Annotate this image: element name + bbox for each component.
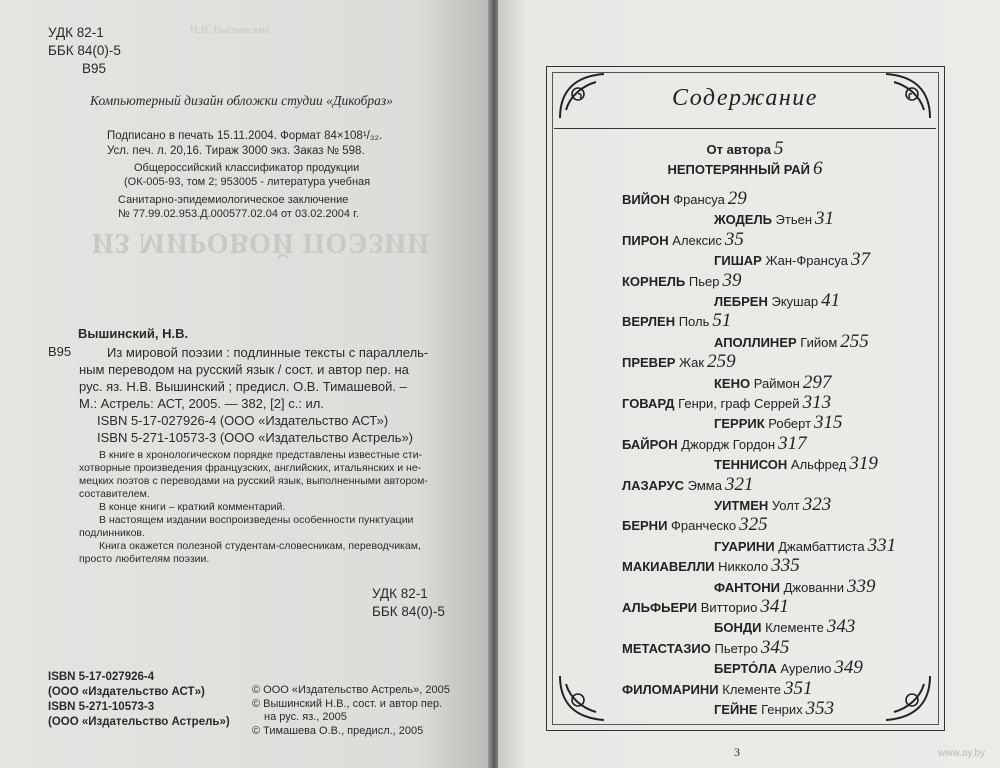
toc-given-name: Роберт: [764, 416, 812, 431]
toc-page-number: 315: [814, 412, 843, 433]
copyright-block: [252, 684, 450, 738]
toc-page-number: 51: [712, 310, 732, 331]
toc-page-number: 343: [826, 616, 856, 637]
toc-page-number: 353: [805, 698, 835, 719]
classifier-line-1: Общероссийский классификатор продукции: [134, 162, 360, 174]
toc-surname: ЛЕБРЕН: [714, 294, 768, 309]
abstract-line: мецких поэтов с переводами на русский язык, выполненными автором-: [79, 475, 428, 487]
toc-given-name: Джордж Гордон: [677, 437, 776, 452]
ghost-title: ИЗ МИРОВОЙ ПОЭЗИИ: [92, 227, 430, 258]
toc-surname: От автора: [706, 142, 771, 157]
left-page: [0, 0, 490, 768]
toc-page-number: 345: [760, 637, 790, 658]
toc-surname: ГЕРРИК: [714, 416, 765, 431]
toc-surname: КЕНО: [714, 376, 751, 391]
toc-page-number: 5: [773, 138, 784, 159]
toc-surname: ФАНТОНИ: [714, 580, 781, 595]
toc-entry: [622, 229, 744, 251]
toc-entry: [622, 637, 789, 659]
toc-entry: [622, 555, 800, 577]
toc-entry: [622, 433, 807, 455]
toc-surname: ГЕЙНЕ: [714, 702, 758, 717]
toc-page-number: 29: [727, 188, 747, 209]
toc-surname: НЕПОТЕРЯННЫЙ РАЙ: [667, 162, 811, 177]
udk-bottom: УДК 82-1: [372, 586, 428, 601]
toc-page-number: 321: [724, 474, 754, 495]
toc-page-number: 319: [849, 453, 878, 474]
bbk-bottom: ББК 84(0)-5: [372, 604, 445, 619]
toc-page-number: 349: [834, 657, 863, 678]
toc-given-name: Альфред: [787, 457, 847, 472]
page-number: 3: [734, 745, 740, 759]
isbn-block-line: (ООО «Издательство АСТ»): [48, 686, 205, 698]
toc-given-name: Генрих: [757, 702, 803, 717]
toc-given-name: Раймон: [750, 376, 800, 391]
toc-given-name: Пьетро: [710, 641, 758, 656]
toc-page-number: 6: [813, 158, 823, 179]
toc-entry: [714, 331, 869, 353]
toc-entry: [622, 310, 731, 332]
toc-surname: АЛЬФЬЕРИ: [622, 600, 698, 615]
toc-given-name: Аурелио: [776, 661, 832, 676]
toc-surname: ВЕРЛЕН: [622, 314, 676, 329]
toc-entry: [714, 616, 855, 638]
toc-entry: [622, 678, 813, 700]
heading-rule: [554, 128, 936, 129]
toc-page-number: 331: [867, 535, 897, 556]
imprint-line-2: Усл. печ. л. 20,16. Тираж 3000 экз. Заказ № 598.: [107, 145, 365, 157]
sanitary-line-2: № 77.99.02.953.Д.000577.02.04 от 03.02.2004 г.: [118, 208, 359, 220]
toc-given-name: Экушар: [767, 294, 819, 309]
author-heading: Вышинский, Н.В.: [78, 326, 189, 341]
toc-given-name: Клементе: [761, 620, 824, 635]
toc-entry: [714, 290, 840, 312]
toc-entry: [714, 453, 878, 475]
abstract-line: В книге в хронологическом порядке представлены известные сти-: [99, 449, 423, 461]
corner-ornament-icon: [556, 672, 608, 724]
toc-entry: [714, 657, 863, 679]
toc-entry: [622, 596, 789, 618]
toc-page-number: 35: [724, 229, 744, 250]
toc-entry: [714, 576, 875, 598]
cover-credit: Компьютерный дизайн обложки студии «Дикобраз»: [90, 93, 393, 108]
toc-page-number: 297: [802, 372, 832, 393]
toc-surname: БЕРТО́ЛА: [714, 661, 777, 676]
isbn-block-line: (ООО «Издательство Астрель»): [48, 716, 230, 728]
toc-page-number: 323: [802, 494, 832, 515]
sanitary-line-1: Санитарно-эпидемиологическое заключение: [118, 194, 349, 206]
toc-entry: [622, 270, 741, 292]
toc-surname: ЖОДЕЛЬ: [714, 212, 772, 227]
abstract-line: Книга окажется полезной студентам-словесникам, переводчикам,: [99, 540, 421, 552]
toc-page-number: 37: [850, 249, 870, 270]
toc-given-name: Гийом: [796, 335, 838, 350]
toc-page-number: 339: [846, 576, 876, 597]
abstract-line: подлинников.: [79, 527, 145, 539]
toc-entry: [622, 392, 831, 414]
toc-given-name: Эмма: [684, 478, 722, 493]
toc-given-name: Джамбаттиста: [774, 539, 865, 554]
isbn-block-line: ISBN 5-17-027926-4: [48, 671, 155, 683]
toc-surname: БОНДИ: [714, 620, 762, 635]
toc-surname: ГОВАРД: [622, 396, 675, 411]
toc-page-number: 259: [707, 351, 736, 372]
corner-ornament-icon: [882, 672, 934, 724]
toc-page-number: 41: [821, 290, 841, 311]
right-page: [498, 0, 1000, 768]
toc-entry: [498, 138, 992, 160]
toc-given-name: Никколо: [714, 559, 769, 574]
toc-page-number: 31: [815, 208, 835, 229]
classifier-line-2: (ОК-005-93, том 2; 953005 - литература учебная: [124, 176, 371, 188]
toc-page-number: 351: [784, 678, 813, 699]
copyright-line: на рус. яз., 2005: [264, 711, 347, 723]
toc-page-number: 255: [840, 331, 869, 352]
toc-given-name: Поль: [675, 314, 710, 329]
toc-surname: ВИЙОН: [622, 192, 670, 207]
toc-surname: АПОЛЛИНЕР: [714, 335, 797, 350]
isbn-line: ISBN 5-17-027926-4 (ООО «Издательство АСТ»): [97, 413, 389, 428]
toc-given-name: Генри, граф Серрей: [674, 396, 800, 411]
toc-page-number: 325: [739, 514, 768, 535]
copyright-line: © Вышинский Н.В., сост. и автор пер.: [252, 697, 443, 710]
isbn-block-line: ISBN 5-271-10573-3: [48, 701, 155, 713]
toc-entry: [714, 698, 834, 720]
toc-given-name: Джованни: [780, 580, 844, 595]
code-margin: В95: [48, 344, 72, 359]
abstract-line: хотворные произведения французских, английских, итальянских и не-: [79, 462, 422, 474]
annotation-line: М.: Астрель: АСТ, 2005. — 382, [2] с.: ил.: [79, 396, 324, 411]
copyright-line: © Тимашева О.В., предисл., 2005: [252, 724, 424, 737]
toc-surname: ПИРОН: [622, 233, 669, 248]
toc-entry: [622, 474, 753, 496]
toc-given-name: Уолт: [768, 498, 800, 513]
toc-surname: ГИШАР: [714, 253, 762, 268]
toc-page-number: 39: [722, 270, 742, 291]
bbk-top: ББК 84(0)-5: [48, 43, 121, 58]
watermark: www.ay.by: [938, 748, 986, 759]
ghost-author: Н.В. Вышинский: [190, 24, 271, 36]
annotation: [79, 344, 429, 446]
annotation-line: Из мировой поэзии : подлинные тексты с параллель-: [107, 345, 429, 360]
toc-entry: [622, 188, 747, 210]
toc-given-name: Жан-Франсуа: [761, 253, 848, 268]
toc-surname: ФИЛОМАРИНИ: [622, 682, 719, 697]
annotation-line: рус. яз. Н.В. Вышинский ; предисл. О.В. Тимашевой. –: [79, 379, 407, 394]
toc-page-number: 313: [802, 392, 832, 413]
toc-entry: [498, 158, 992, 180]
code-top: В95: [82, 61, 107, 76]
toc-surname: МАКИАВЕЛЛИ: [622, 559, 715, 574]
toc-page-number: 341: [760, 596, 789, 617]
toc-entry: [714, 494, 831, 516]
toc-given-name: Алексис: [668, 233, 722, 248]
toc-entry: [714, 208, 834, 230]
toc-entry: [714, 412, 843, 434]
toc-heading: Содержание: [672, 85, 818, 111]
toc-surname: ТЕННИСОН: [714, 457, 788, 472]
toc-entry: [714, 372, 831, 394]
abstract-line: В конце книги – краткий комментарий.: [99, 501, 286, 513]
toc-entry: [714, 535, 896, 557]
copyright-line: © ООО «Издательство Астрель», 2005: [252, 684, 450, 696]
isbn-block: [48, 670, 230, 730]
toc-entry: [622, 351, 736, 373]
abstract-line: В настоящем издании воспроизведены особенности пунктуации: [99, 514, 414, 526]
toc-surname: БЕРНИ: [622, 518, 668, 533]
toc-given-name: Этьен: [771, 212, 813, 227]
toc-surname: УИТМЕН: [714, 498, 769, 513]
toc-surname: МЕТАСТАЗИО: [622, 641, 711, 656]
toc-given-name: Франсуа: [669, 192, 725, 207]
toc-given-name: Витторио: [697, 600, 758, 615]
toc-surname: ЛАЗАРУС: [622, 478, 685, 493]
toc-surname: КОРНЕЛЬ: [622, 274, 686, 289]
toc-given-name: Франческо: [667, 518, 737, 533]
toc-surname: БАЙРОН: [622, 437, 678, 452]
imprint-line-1: Подписано в печать 15.11.2004. Формат 84×108¹/₃₂.: [107, 130, 383, 142]
abstract-line: составителем.: [79, 488, 150, 500]
abstract: [79, 449, 428, 566]
annotation-line: ным переводом на русский язык / сост. и автор пер. на: [79, 362, 409, 377]
toc-entry: [622, 514, 768, 536]
toc-given-name: Жак: [675, 355, 705, 370]
toc-surname: ГУАРИНИ: [714, 539, 775, 554]
toc-page-number: 335: [771, 555, 800, 576]
toc-surname: ПРЕВЕР: [622, 355, 676, 370]
toc-given-name: Пьер: [685, 274, 720, 289]
toc-given-name: Клементе: [718, 682, 782, 697]
udk-top: УДК 82-1: [48, 25, 104, 40]
isbn-line: ISBN 5-271-10573-3 (ООО «Издательство Астрель»): [97, 430, 413, 445]
abstract-line: просто любителям поэзии.: [79, 553, 210, 565]
toc-entry: [714, 249, 870, 271]
toc-page-number: 317: [778, 433, 807, 454]
